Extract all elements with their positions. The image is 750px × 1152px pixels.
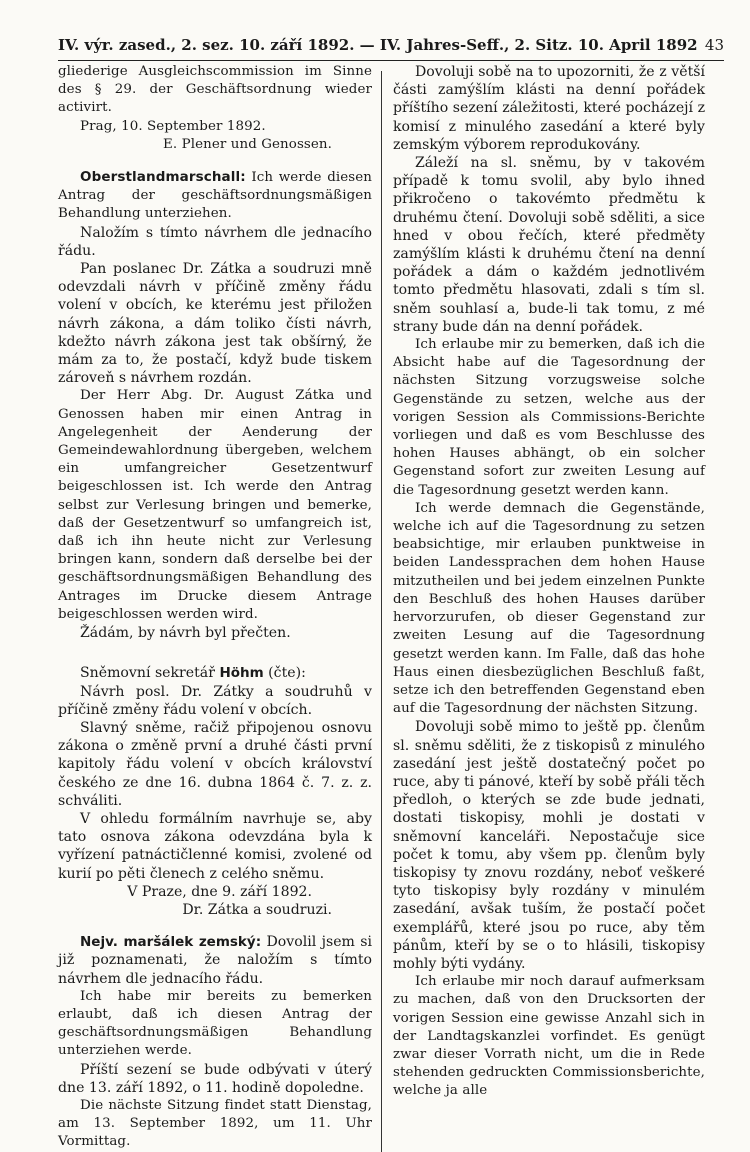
speaker-name: Oberstlandmarschall: [80, 169, 246, 186]
motion-body-1: Slavný sněme, račiž připojenou osnovu zákona o změně první a druhé části první kapitoly řádu volení v obcích království českého ze dne 16. dubna 1864 č. 7. z. z. schváliti. [58, 719, 372, 809]
secretary-suffix: (čte): [263, 665, 306, 682]
motion-date: V Praze, dne 9. září 1892. [127, 883, 312, 900]
zatka-czech: Pan poslanec Dr. Zátka a soudruzi mně odevzdali návrh v příčině změny řádu volení v obcích, ke kterému jest přiložen návrh zákona, a dám toliko čísti návrh, kdežto návrh zákona jest tak obšírný, že mám za to, že postačí, když bude tiskem zároveň s návrhem rozdán. [58, 261, 372, 387]
oberst-czech: Naložím s tímto návrhem dle jednacího řádu. [58, 224, 372, 259]
secretary-name: Höhm [219, 665, 264, 682]
page-header [58, 36, 724, 61]
right-paragraph-6: Ich erlaube mir noch darauf aufmerksam zu machen, daß von den Drucksorten der vorigen Session eine gewisse Anzahl sich in der Landtagskanzlei vorfindet. Es genügt zwar dieser Vorrath nicht, um die in Rede stehenden gedruckten Commissionsberichte, welche ja alle [393, 974, 705, 1099]
marshal-name: Nejv. maršálek zemský: [80, 934, 262, 951]
next-session-german: Die nächste Sitzung findet statt Dienstag, am 13. September 1892, um 11. Uhr Vormittag. [58, 1097, 372, 1150]
right-paragraph-2: Záleží na sl. sněmu, by v takovém případě k tomu svolil, aby bylo ihned přikročeno o takovémto předmětu k druhému čtení. Dovoluji sobě sděliti, a sice hned v obou řečích, které předměty zamýšlím klásti k druhému čtení na denní pořádek a dám o každém jednotlivém tomto předmětu hlasovati, zdali s tím sl. sněm souhlasí a, bude-li tak tomu, z mé strany bude dán na denní pořádek. [393, 155, 705, 335]
page-number: 43 [704, 36, 724, 54]
next-session-czech: Příští sezení se bude odbývati v úterý dne 13. září 1892, o 11. hodině dopoledne. [58, 1061, 372, 1096]
right-paragraph-1: Dovoluji sobě na to upozorniti, že z větší části zamýšlím klásti na denní pořádek příštího sezení záležitosti, které pocházejí z komisí z minulého zasedání a které byly zemským výborem reprodukovány. [393, 64, 705, 153]
marshal-text: Dovolil jsem si již poznamenati, že naložím s tímto návrhem dle jednacího řádu. [58, 934, 372, 987]
right-paragraph-4: Ich werde demnach die Gegenstände, welche ich auf die Tagesordnung zu setzen beabsichtige, mir erlauben punktweise in beiden Landessprachen dem hohen Hause mitzutheilen und bei jedem einzelnen Punkte den Beschluß des hohen Hauses darüber hervorzurufen, ob dieser Gegenstand zur zweiten Lesung auf die Tagesordnung gesetzt werden kann. Im Falle, daß das hohe Haus einen diesbezüglichen Beschluß faßt, setze ich den betreffenden Gegenstand eben auf die Tagesordnung der nächsten Sitzung. [393, 500, 705, 717]
intro-signer: E. Plener und Genossen. [163, 136, 332, 152]
column-divider [381, 71, 382, 1152]
motion-signer: Dr. Zátka a soudruzi. [182, 901, 332, 918]
zatka-german: Der Herr Abg. Dr. August Zátka und Genossen haben mir einen Antrag in Angelegenheit der Aenderung der Gemeindewahlordnung übergeben, welchem ein umfangreicher Gesetzentwurf beigeschlossen ist. Ich werde den Antrag selbst zur Verlesung bringen und bemerke, daß der Gesetzentwurf so umfangreich ist, daß ich ihn heute nicht zur Verlesung bringen kann, sondern daß derselbe bei der geschäftsordnungsmäßigen Behandlung des Antrages im Drucke diesem Antrage beigeschlossen werden wird. [58, 388, 372, 622]
right-column [387, 63, 705, 1152]
right-paragraph-5: Dovoluji sobě mimo to ještě pp. členům sl. sněmu sděliti, že z tiskopisů z minulého zasedání jest ještě dostatečný počet po ruce, aby ti pánové, kteří by sobě přáli těch předloh, o kterých se zde bude jednati, dostati tiskopisy, mohli je dostati v sněmovní kanceláři. Nepostačuje sice počet k tomu, aby všem pp. členům byly tiskopisy ty znovu rozdány, neboť veškeré tyto tiskopisy byly rozdány v minulém zasedání, avšak tuším, že postačí počet exemplářů, které jsou po ruce, aby těm pánům, kteří by se o to hlásili, tiskopisy mohly býti vydány. [393, 719, 705, 972]
secretary-paragraph [58, 664, 372, 682]
marshal-paragraph [58, 933, 372, 988]
oberst-paragraph [58, 168, 372, 224]
header-title: IV. výr. zased., 2. sez. 10. září 1892. — IV. Jahres-Seff., 2. Sitz. 10. April 1892 [58, 36, 698, 54]
intro-date: Prag, 10. September 1892. [80, 118, 266, 134]
marshal-german: Ich habe mir bereits zu bemerken erlaubt, daß ich diesen Antrag der geschäftsordnungsmäßigen Behandlung unterziehen werde. [58, 988, 372, 1059]
right-paragraph-3: Ich erlaube mir zu bemerken, daß ich die Absicht habe auf die Tagesordnung der nächsten Sitzung vorzugsweise solche Gegenstände zu setzen, welche aus der vorigen Session als Commissions-Berichte vorliegen und daß es vom Beschlusse des hohen Hauses abhängt, ob ein solcher Gegenstand sofort zur zweiten Lesung auf die Tagesordnung gesetzt werden kann. [393, 337, 705, 498]
two-column-body [58, 63, 724, 1152]
motion-title: Návrh posl. Dr. Zátky a soudruhů v příčině změny řádu volení v obcích. [58, 683, 372, 718]
left-column [58, 63, 376, 1152]
secretary-title: Sněmovní sekretář [80, 665, 220, 682]
intro-paragraph: gliederige Ausgleichscommission im Sinne des § 29. der Geschäftsordnung wieder activirt. [58, 64, 372, 116]
oberst-text: Ich werde diesen Antrag der geschäftsordnungsmäßigen Behandlung unterziehen. [58, 170, 372, 222]
motion-body-2: V ohledu formálním navrhuje se, aby tato osnova zákona odevzdána byla k vyřízení patnáctičlenné komisi, zvolené od kurií po pěti členech z celého sněmu. [58, 810, 372, 882]
zatka-request: Žádám, by návrh byl přečten. [80, 625, 291, 642]
